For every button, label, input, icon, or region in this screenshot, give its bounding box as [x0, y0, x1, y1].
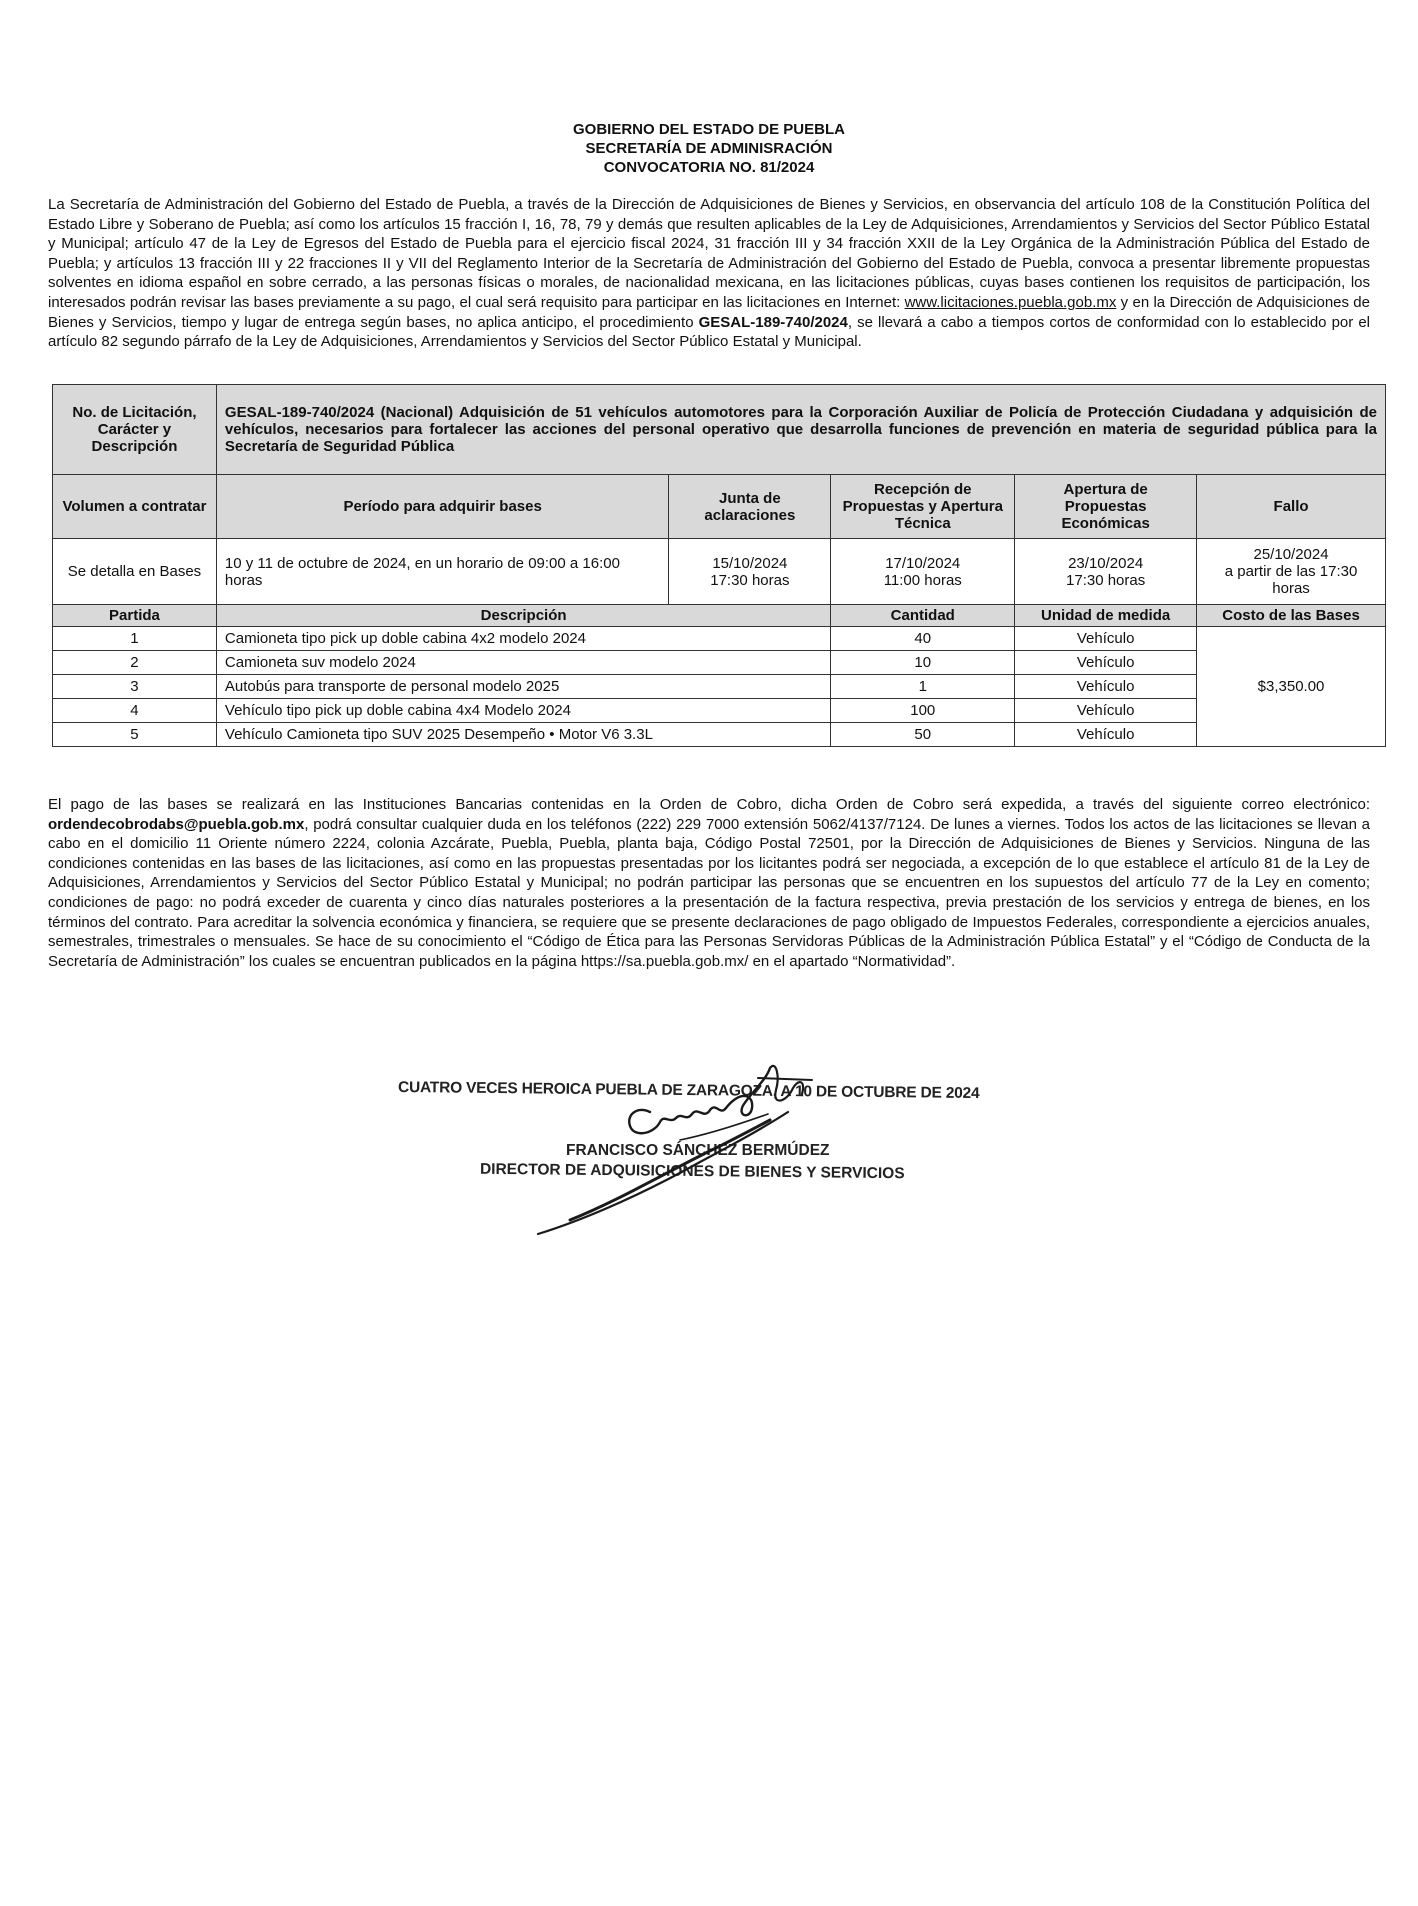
- costo-bases: $3,350.00: [1197, 627, 1386, 747]
- header-recepcion: Recepción de Propuestas y Apertura Técnica: [831, 475, 1015, 539]
- apertura-value: [1015, 539, 1197, 605]
- apertura-date: 23/10/2024: [1068, 554, 1144, 572]
- header-fallo: Fallo: [1197, 475, 1386, 539]
- intro-paragraph: [48, 195, 1370, 352]
- recepcion-value: [831, 539, 1015, 605]
- item-cantidad: 100: [831, 699, 1015, 723]
- signature-date-line: CUATRO VECES HEROICA PUEBLA DE ZARAGOZA, A 10 DE OCTUBRE DE 2024: [397, 1078, 980, 1103]
- item-cantidad: 50: [831, 723, 1015, 747]
- licitacion-table: [52, 384, 1386, 747]
- table-row: [53, 651, 1386, 675]
- licitaciones-link[interactable]: www.licitaciones.puebla.gob.mx: [904, 293, 1117, 311]
- document-header: [0, 120, 1418, 177]
- item-unidad: Vehículo: [1015, 627, 1197, 651]
- fallo-time: a partir de las 17:30 horas: [1224, 563, 1358, 597]
- junta-date: 15/10/2024: [712, 554, 788, 572]
- header-convocatoria: CONVOCATORIA NO. 81/2024: [603, 159, 815, 176]
- item-descripcion: Camioneta tipo pick up doble cabina 4x2 modelo 2024: [216, 627, 830, 651]
- intro-text-b: y en la Dirección de Adquisiciones de Bienes y Servicios, tiempo y lugar de entrega según bases, no aplica anticipo, el procedimiento: [48, 293, 1370, 331]
- signer-name: FRANCISCO SÁNCHEZ BERMÚDEZ: [566, 1142, 830, 1159]
- recepcion-date: 17/10/2024: [885, 554, 961, 572]
- licitacion-description: GESAL-189-740/2024 (Nacional) Adquisición de 51 vehículos automotores para la Corporación Auxiliar de Policía de Protección Ciudadana y adquisición de vehículos, necesarios para fortalecer las acciones del personal operativo que desarrolla funciones de prevención en materia de seguridad pública para la Secretaría de Seguridad Pública: [216, 385, 1385, 475]
- item-partida: 1: [53, 627, 217, 651]
- header-partida: Partida: [53, 605, 217, 627]
- licitacion-label: No. de Licitación, Carácter y Descripción: [53, 385, 217, 475]
- intro-text-c: , se llevará a cabo a tiempos cortos de conformidad con lo establecido por el artículo 82 segundo párrafo de la Ley de Adquisiciones, Arrendamientos y Servicios del Sector Público Estatal y Municipal.: [48, 313, 1370, 351]
- table-row: [53, 627, 1386, 651]
- apertura-time: 17:30 horas: [1066, 571, 1146, 589]
- signer-title: DIRECTOR DE ADQUISICIONES DE BIENES Y SERVICIOS: [479, 1160, 905, 1183]
- junta-time: 17:30 horas: [710, 571, 790, 589]
- item-partida: 3: [53, 675, 217, 699]
- procedure-number: GESAL-189-740/2024: [698, 313, 848, 331]
- fallo-value: [1197, 539, 1386, 605]
- junta-value: [669, 539, 831, 605]
- header-secretariat: SECRETARÍA DE ADMINISRACIÓN: [585, 140, 833, 157]
- table-row: [53, 723, 1386, 747]
- payment-paragraph: [48, 795, 1370, 971]
- outro-text-b: , podrá consultar cualquier duda en los teléfonos (222) 229 7000 extensión 5062/4137/7124. De lunes a viernes. Todos los actos de las licitaciones se llevan a cabo en el domicilio 11 Oriente número 2224, colonia Azcárate, Puebla, Puebla, planta baja, Código Postal 72501, por la Dirección de Adquisiciones de Bienes y Servicios. Ninguna de las condiciones contenidas en las bases de las licitaciones, así como en las propuestas presentadas por los licitantes podrá ser negociada, a excepción de lo que establece el artículo 81 de la Ley de Adquisiciones, Arrendamientos y Servicios del Sector Público Estatal y Municipal; no podrán participar las personas que se encuentren en los supuestos del artículo 77 de la Ley en comento; condiciones de pago: no podrá exceder de cuarenta y cinco días naturales posteriores a la presentación de la factura respectiva, previa prestación de los servicios y entrega de bienes, en los términos del contrato. Para acreditar la solvencia económica y financiera, se requiere que se presente declaraciones de pago obligado de Impuestos Federales, correspondiente a ejercicios anuales, semestrales, trimestrales o mensuales. Se hace de su conocimiento el “Código de Ética para las Personas Servidoras Públicas de la Administración Pública Estatal” y el “Código de Conducta de la Secretaría de Administración” los cuales se encuentran publicados en la página https://sa.puebla.gob.mx/ en el apartado “Normatividad”.: [48, 815, 1370, 970]
- item-descripcion: Camioneta suv modelo 2024: [216, 651, 830, 675]
- outro-text-a: El pago de las bases se realizará en las Instituciones Bancarias contenidas en la Orden de Cobro, dicha Orden de Cobro será expedida, a través del siguiente correo electrónico:: [48, 796, 1370, 813]
- item-descripcion: Vehículo Camioneta tipo SUV 2025 Desempeño • Motor V6 3.3L: [216, 723, 830, 747]
- item-cantidad: 40: [831, 627, 1015, 651]
- table-row: [53, 699, 1386, 723]
- header-government: GOBIERNO DEL ESTADO DE PUEBLA: [573, 121, 845, 138]
- recepcion-time: 11:00 horas: [883, 571, 962, 589]
- item-unidad: Vehículo: [1015, 723, 1197, 747]
- periodo-value: 10 y 11 de octubre de 2024, en un horario de 09:00 a 16:00 horas: [216, 539, 668, 605]
- items-header-row: [53, 605, 1386, 627]
- item-descripcion: Autobús para transporte de personal modelo 2025: [216, 675, 830, 699]
- item-cantidad: 10: [831, 651, 1015, 675]
- header-junta: Junta de aclaraciones: [669, 475, 831, 539]
- item-partida: 2: [53, 651, 217, 675]
- item-unidad: Vehículo: [1015, 699, 1197, 723]
- schedule-dates-row: [53, 539, 1386, 605]
- payment-email[interactable]: ordendecobrodabs@puebla.gob.mx: [48, 815, 305, 833]
- intro-text-a: La Secretaría de Administración del Gobierno del Estado de Puebla, a través de la Dirección de Adquisiciones de Bienes y Servicios, en observancia del artículo 108 de la Constitución Política del Estado Libre y Soberano de Puebla; así como los artículos 15 fracción I, 16, 78, 79 y demás que resulten aplicables de la Ley de Adquisiciones, Arrendamientos y Servicios del Sector Público Estatal y Municipal; artículo 47 de la Ley de Egresos del Estado de Puebla para el ejercicio fiscal 2024, 31 fracción III y 34 fracción XXII de la Ley Orgánica de la Administración Pública del Estado de Puebla; y artículos 13 fracción III y 22 fracciones II y VII del Reglamento Interior de la Secretaría de Administración del Gobierno del Estado de Puebla, convoca a presentar libremente propuestas solventes en idioma español en sobre cerrado, a las personas físicas o morales, de nacionalidad mexicana, en las licitaciones públicas, cuyas bases contienen los requisitos de participación, los interesados podrán revisar las bases previamente a su pago, el cual será requisito para participar en las licitaciones en Internet:: [48, 196, 1370, 311]
- item-descripcion: Vehículo tipo pick up doble cabina 4x4 Modelo 2024: [216, 699, 830, 723]
- fallo-date: 25/10/2024: [1253, 546, 1329, 563]
- schedule-header-row: [53, 475, 1386, 539]
- item-partida: 4: [53, 699, 217, 723]
- item-unidad: Vehículo: [1015, 675, 1197, 699]
- item-partida: 5: [53, 723, 217, 747]
- header-volumen: Volumen a contratar: [53, 475, 217, 539]
- header-unidad: Unidad de medida: [1015, 605, 1197, 627]
- header-periodo: Período para adquirir bases: [216, 475, 668, 539]
- header-cantidad: Cantidad: [831, 605, 1015, 627]
- header-apertura: Apertura de Propuestas Económicas: [1015, 475, 1197, 539]
- table-row: [53, 675, 1386, 699]
- handwritten-signature-icon: [530, 1050, 950, 1250]
- header-descripcion: Descripción: [216, 605, 830, 627]
- volumen-value: Se detalla en Bases: [53, 539, 217, 605]
- header-costo: Costo de las Bases: [1197, 605, 1386, 627]
- licitacion-row: [53, 385, 1386, 475]
- item-cantidad: 1: [831, 675, 1015, 699]
- item-unidad: Vehículo: [1015, 651, 1197, 675]
